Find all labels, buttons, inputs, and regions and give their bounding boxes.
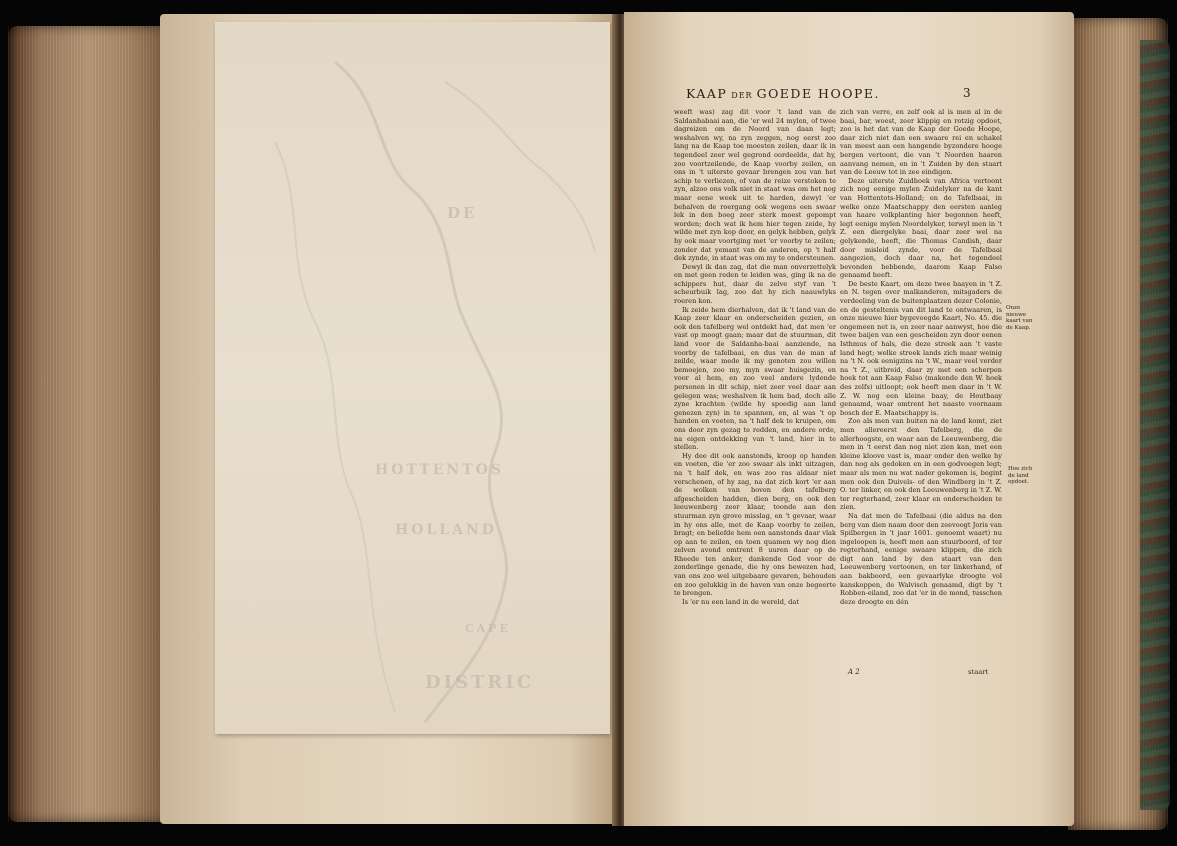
margin-note: Hoe zich de land opdoet. [1008, 466, 1033, 486]
margin-note: Onze nieuwe kaart van de Kaap. [1006, 305, 1033, 331]
map-label: CAPE [465, 622, 511, 635]
paragraph: Hy dee dit ook aanstonds, kroop op handen en voeten, die 'er zoo swaar als inkt uitzagen, na 't half dek, en was zoo ras aldaar niet verschenen, of hy zag, na dat zich kort 'er aan de wolken van boven den tafelberg afgescheiden hadden, dien berg, en ook den leeuwenberg zeer klaar, toonde aan den stuurman zyn grove misslag, en 't gevaar, waar in hy ons alle, met de Kaap voorby te zeilen, bragt; en beliefde hem oen aanstonds daar vlak op aan te zeilen, en toen quamen wy nog dien zelven avond omtrent 8 uuren daar op de Rheede ten anker, dankende God voor de zonderlinge genade, die hy ons bewezen had, van ons zoo wel uitgebaare gevaren, behouden en zoo gelukkig in de haven van onze begeerte te brengen. [674, 451, 836, 598]
map-label: DISTRIC [425, 672, 535, 693]
paragraph: zich van verre, en zelf ook al is men al in de baai, bar, woest, zeer klippig en rotzig opdoet, zoo is het dat van de Kaap der Goede Hoope, daar zich niet dan een swaare rei en schakel van meest aan een hangende byzondere hooge bergen vertoont, die van 't Noorden haaren aanvang nemen, en in 't Zuiden by den staart van de Leeuw tot in zee eindigen. [840, 108, 1002, 177]
map-label: HOLLAND [395, 522, 497, 538]
text-column-left [674, 108, 836, 668]
header-title-part1: KAAP [686, 86, 728, 101]
map-label: HOTTENTOS [375, 462, 504, 478]
page-number: 3 [963, 86, 971, 100]
paragraph: Is 'er nu een land in de wereld, dat [682, 597, 799, 606]
paragraph: De beste Kaart, om deze twee baayen in 't Z. en N. tegen over malkanderen, mitsgaders de verdeeling van de buitenplaatzen dezer Colonie, en de gesteltenis van dit land te ontwaaren, is onze nieuwe hier bygevoegde Kaart, No. 45. die ongemeen net is, en zeer naar aanwyst, hoe die twee baijen van een gescheiden zyn door eenen Isthmus of hals, die deze streek aan 't vaste land hegt; welke streek lands zich maar weinig na 't N. ook eenigzins na 't W., maar veel verder na 't Z., uitbreid, daar zy met een scherpen hoek tot aan Kaap Falso (makende den W. hoek des zelfs) uitloopt; ook heeft men daar in 't W. Z. W. nog een kleine baay, de Houtbaay genaamd, waar omtrent het naaste voornaam bosch der E. Maatschappy is. [840, 279, 1002, 417]
paragraph: Deze uiterste Zuidhoek van Africa vertoont zich nog eenige mylen Zuidelyker na de kant van Hottentots-Holland; en de Tafelbaai, in welke onze Maatschappy den eersten aanleg van haare volkplanting hier begonnen heeft, legt eenige mylen Noordelyker, terwyl men in 't Z. een diergelyke baai, daar zeer wel na gelykende, heeft, die Thomas Candish, daar door misleid zynde, voor de Tafelbaai aangezien, doch daar na, het tegendeel bevonden hebbende, daarom Kaap Falso genaamd heeft. [840, 176, 1002, 280]
paragraph: Dewyl ik dan zag, dat die man onverzettelyk en met geen reden te leiden was, ging ik na de schippers hut, daar de zelve styf van 't scheurbuik lag, zoo dat hy zich naauwlyks roeren kon. [674, 262, 836, 306]
folded-map-sheet [215, 22, 610, 734]
paragraph: Ik zeide hem dierhalven, dat ik 't land van de Kaap zeer klaar en onderscheiden gezien, en ook den tafelberg wel ontdekt had, dat men 'er vast op moogt gaan; maar dat de stuurman, dit land voor de Saldanha-baai aanziende, na voorby de tafelbaai, en dus van de man af zeilde, waar mede ik my genoten zou willen bemoejen, zoo my, myn swaar huisgezin, en voor al hem, en zoo veel andere lydende personen in dit schip, niet zeer veel daar aan gelegen was; weshalven ik hem bad, doch alle zyne krachten (wilde hy spoedig aan land genezen zyn) in te spannen, en, al was 't op handen en voeten, na 't half dek te kruipen, om ons door zyn gezag te redden, en andere orde, na eigen ontdekking van 't land, hier in te stellen. [674, 305, 836, 452]
catchword: staart [968, 668, 989, 676]
book-cover-edge [1140, 40, 1170, 810]
paragraph: Zoo als men van buiten na de land komt, ziet men allereerst den Tafelberg, die de allerhoogste, en waar aan de Leeuwenberg, die men in 't eerst dan nog niet zien kan, met een kleine kloove vast is, maar onder den welke hy dan nog als gedoken en in een godvoegen legt; maar als men nu wat nader gekomen is, begint men ook den Duivels- of den Windberg in 't Z. O. ter linker, en ook den Leeuwenberg in 't Z. W. ter regterhand, zeer klaar en onderscheiden te zien. [840, 417, 1002, 512]
map-label: DE [447, 204, 478, 222]
text-column-right [840, 108, 1002, 668]
left-page-edges [8, 26, 168, 822]
running-header [686, 86, 962, 101]
faint-map-show-through [215, 22, 610, 734]
signature-mark: A 2 [848, 668, 860, 676]
header-title-part2: GOEDE HOOPE. [756, 86, 880, 101]
header-title-der: DER [731, 91, 753, 100]
paragraph: Na dat men de Tafelbaai (die aldus na den berg van dien naam door den zeevoogt Joris van Spilbergen in 't jaar 1601. genoemt waart) nu ingeloopen is, heeft men aan stuurboord, of ter regterhand, eenige swaare klippen, die zich digt aan land by den staart van den Leeuwenberg vertoonen, en ter linkerhand, of aan bakboord, een gevaarlyke droogte vol kanskoppen, de Walvisch genaamd, digt by 't Robben-eiland, zoo dat 'er in de mond, tusschen deze droogte en dén [840, 511, 1002, 606]
paragraph: weeft was) zag dit voor 't land van de Saldanhabaai aan, die 'er wel 24 mylen, of twee dagreizen om de Noord van daan legt; weshalven wy, na zyn zeggen, nog eerst zoo lang na de Kaap toe moesten zeilen, daar ik in tegendeel zeer wel gegrond oordeelde, dat hy, zoo voortzeilende, de Kaap voorby zeilen, en ons in 't uiterste gevaar brengen zou van het schip te verliezen, of van de reize verstoken te zyn, alzoo ons volk niet in staat was om het nog maar eene week uit te harden, dewyl 'er behalven de roergang ook wegens een swaar lek in den boeg zeer sterk moest gepompt worden; doch wat ik hem hier tegen zeide, hy wilde met zyn kop door, en gelyk hebben, gelyk hy ook maar voortging met 'er voorby te zeilen; zonder dat yemant van de anderen, op 't half dek zynde, in staat was om my te ondersteunen. [674, 108, 836, 263]
